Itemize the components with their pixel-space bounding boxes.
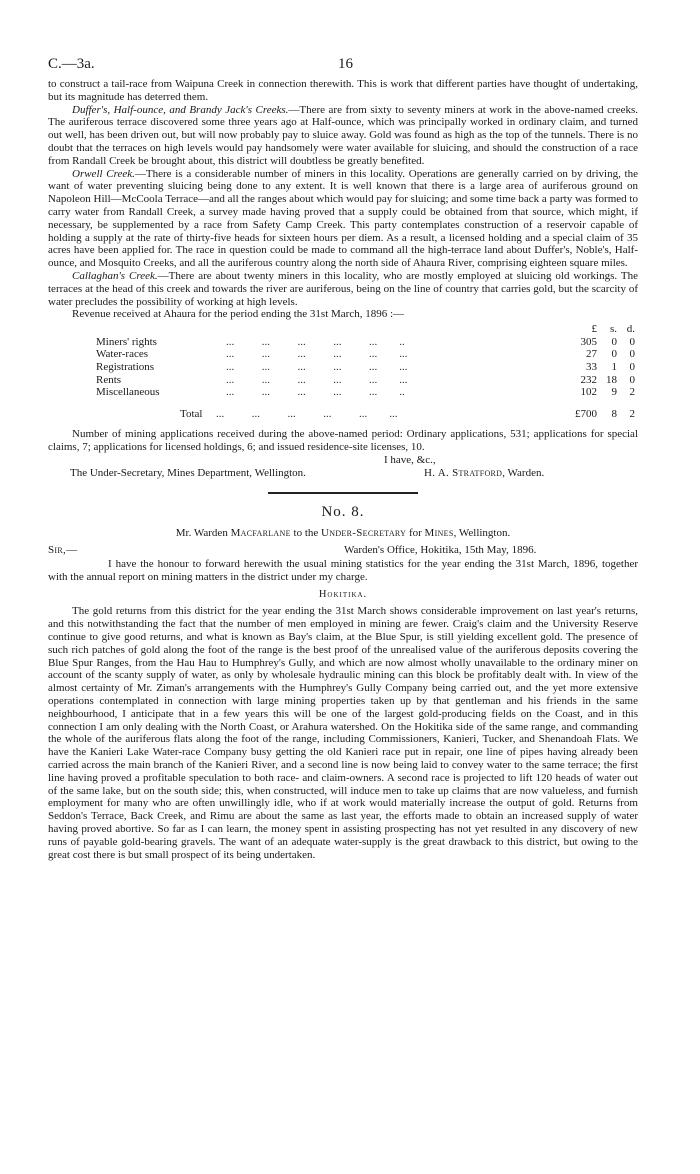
table-row (96, 374, 637, 387)
total-pounds: £700 (575, 407, 597, 420)
leader-dots: ... ... ... ... ... ... (216, 407, 398, 420)
revenue-total-row (96, 408, 637, 421)
signatory-title: , Warden. (502, 466, 545, 479)
amount-pounds: 305 (580, 335, 597, 348)
revenue-label: Miners' rights (96, 335, 157, 348)
salutation-line (48, 544, 638, 558)
section-heading: Hokitika. (318, 589, 368, 601)
paragraph-callaghans-creek (48, 270, 638, 308)
paragraph-hokitika-report: The gold returns from this district for the year ending the 31st March shows considerable improvement on last year's returns, and this notwithstanding the fact that the number of men employed in mining are fewer. Craig's claim and the University Reserve continue to give good returns, and what is known as Bay's claim, at the Blue Spur, is still yielding excellent gold. The presence of such rich patches of gold along the foot of the range is the best proof of the unrealised value of the auriferous deposits covering the Blue Spur Ranges, from the Hau Hau to Humphrey's Gully, and which are now almost wholly unavailable to the ordinary miner on account of the scanty supply of water, as only by wholesale hydraulic mining can this block be profitably dealt with. In view of the almost certainty of Mr. Ziman's arrangements with the Humphrey's Gully Company being carried out, and the yet more extensive operations contemplated in connection with large mining properties taken up by that gentleman and his friends in the same neighbourhood, I anticipate that in a few years this will be one of the largest gold-producing fields on the Coast, and in this connection I am only dealing with the North Coast, or Arahura watershed. On the Hokitika side of the same range, and commanding the whole of the auriferous flats along the foot of the range, including Commissioners, Kanieri, Tucker, and Shenandoah Flats. We have the Kanieri Lake Water-race Company busy getting the old Kanieri race put in repair, one line of pipes having already been carried across the main branch of the Kanieri River, and a second line is now being laid to convey water to the same terrace; the first line having proved a profitable speculation to both race- and claim-owners. A second race is projected to lift 120 heads of water out of the same lake, but on the south side; this, when constructed, will induce men to take up claims that are now valueless, and furnish employment for many who are often unwillingly idle, who if at work would materially increase the output of gold. Returns from Seddon's Terrace, Back Creek, and Rimu are about the same as last year, the efforts made to obtain an increased supply of water having proved abortive. So far as I can learn, the money spent in assisting prospecting has not yet resulted in any discovery of new runs of payable gold-bearing gravels. The want of an adequate water-supply is the great drawback to this district, but owing to the great cost there is but small prospect of its being undertaken. (48, 605, 638, 861)
closing-salutation: I have, &c., (384, 453, 436, 466)
amount-shillings: 0 (611, 348, 617, 361)
subtitle-text: for (406, 526, 425, 539)
revenue-label: Rents (96, 373, 122, 386)
unit-shillings: s. (609, 323, 617, 336)
subtitle-office: Under-Secretary (321, 526, 407, 539)
salutation: Sir,— (48, 543, 78, 556)
paragraph-title: Orwell Creek. (72, 167, 135, 180)
letter-subtitle (48, 527, 638, 540)
total-pence: 2 (629, 407, 635, 420)
paragraph-body: —There are about twenty miners in this locality, who are mostly employed at sluicing old workings. The terraces at the head of this creek and towards the river are auriferous, being on the line of country that carries gold, but the scarcity of water precludes the possibility of working at high levels. (48, 269, 638, 308)
amount-pounds: 232 (580, 373, 597, 386)
paragraph-revenue-intro: Revenue received at Ahaura for the period ending the 31st March, 1896 :— (72, 308, 405, 321)
letter-origin: Warden's Office, Hokitika, 15th May, 1896. (344, 543, 537, 556)
signatory (424, 467, 544, 479)
amount-pounds: 33 (586, 360, 597, 373)
table-row (96, 348, 637, 361)
closing-line (48, 454, 638, 467)
letter-number: No. 8. (321, 503, 365, 520)
revenue-units-row (96, 323, 637, 336)
page-number: 16 (338, 56, 353, 72)
leader-dots: ... ... ... ... ... ... (226, 373, 408, 386)
signatory-name: H. A. Stratford (424, 466, 503, 479)
amount-pence: 0 (629, 360, 635, 373)
subtitle-dept: Mines (424, 526, 454, 539)
table-row (96, 386, 637, 399)
paragraph-title: Callaghan's Creek. (72, 269, 158, 282)
amount-pence: 0 (629, 373, 635, 386)
paragraph-letter-intro: I have the honour to forward herewith the usual mining statistics for the year ending the 31st March, 1896, together with the annual report on mining matters in the district under my charge. (48, 557, 638, 583)
paragraph-title: Duffer's, Half-ounce, and Brandy Jack's Creeks. (72, 103, 289, 116)
revenue-label: Registrations (96, 360, 155, 373)
subtitle-name: Macfarlane (230, 526, 291, 539)
amount-pounds: 27 (586, 348, 597, 361)
leader-dots: ... ... ... ... ... ... (226, 360, 408, 373)
revenue-label: Miscellaneous (96, 386, 160, 399)
total-shillings: 8 (611, 407, 617, 420)
paragraph-body: —There is a considerable number of miners in this locality. Operations are generally carried on by driving, the want of water preventing sluicing being done to any extent. It is well known that there is a large area of auriferous ground on Napoleon Hill—McCoola Terrace—and all the ranges about which would pay for sluicing; and some time back a party was formed to carry water from Randall Creek, a survey made having proved that a supply could be obtained from that source, which might, if necessary, be supplemented by a race from Safety Camp Creek. This party contemplates construction of a reservoir capable of holding a supply at the rate of thirty-five heads for sixteen hours per diem. As a result, a licensed holding and a special claim of 35 acres have been applied for. The race in question could be made to command all the high-terrace land about Duffer's, Noble's, Half-ounce, and Mosquito Creeks, and all the auriferous country along the north side of Ahaura River, comprising eighteen square miles. (48, 167, 638, 270)
unit-pounds: £ (591, 323, 597, 336)
amount-pence: 0 (629, 348, 635, 361)
paragraph-duffers-creek (48, 104, 638, 168)
amount-shillings: 0 (611, 335, 617, 348)
revenue-table (96, 323, 637, 420)
leader-dots: ... ... ... ... ... .. (226, 386, 405, 399)
amount-shillings: 18 (606, 373, 617, 386)
addressee: The Under-Secretary, Mines Department, Wellington. (70, 466, 306, 479)
revenue-label: Water-races (96, 348, 149, 361)
subtitle-text: to the (290, 526, 322, 539)
page-header (48, 48, 638, 78)
amount-pounds: 102 (580, 386, 597, 399)
paragraph-applications: Number of mining applications received during the above-named period: Ordinary applications, 531; applications for special claims, 7; applications for licensed holdings, 6; and issued residence-site licenses, 10. (48, 428, 638, 454)
amount-shillings: 9 (611, 386, 617, 399)
subtitle-text: , Wellington. (453, 526, 511, 539)
unit-pence: d. (626, 323, 635, 336)
paragraph-body: —There are from sixty to seventy miners at work in the above-named creeks. The auriferous terrace discovered some three years ago at Half-ounce, which was principally worked in ordinary claim, and turned out well, has been driven out, but will now probably pay to sluice away. Gold was found as high as the top of the tunnels. There is no doubt that the terraces on high levels would pay handsomely were water available for sluicing, and should the construction of a race from Randall Creek be brought about, this district will doubtless be greatly benefited. (48, 103, 639, 167)
paragraph: to construct a tail-race from Waipuna Creek in connection therewith. This is work that different parties have thought of undertaking, but its magnitude has deterred them. (48, 78, 638, 103)
section-divider (268, 492, 418, 494)
table-row (96, 361, 637, 374)
signature-line (48, 467, 638, 480)
amount-pence: 0 (629, 335, 635, 348)
amount-pence: 2 (629, 386, 635, 399)
total-label: Total (180, 407, 203, 420)
report-reference: C.—3a. (48, 56, 95, 72)
subtitle-text: Mr. Warden (175, 526, 231, 539)
amount-shillings: 1 (611, 360, 617, 373)
table-row (96, 336, 637, 349)
leader-dots: ... ... ... ... ... ... (226, 348, 408, 361)
leader-dots: ... ... ... ... ... .. (226, 335, 405, 348)
paragraph-orwell-creek (48, 168, 638, 270)
